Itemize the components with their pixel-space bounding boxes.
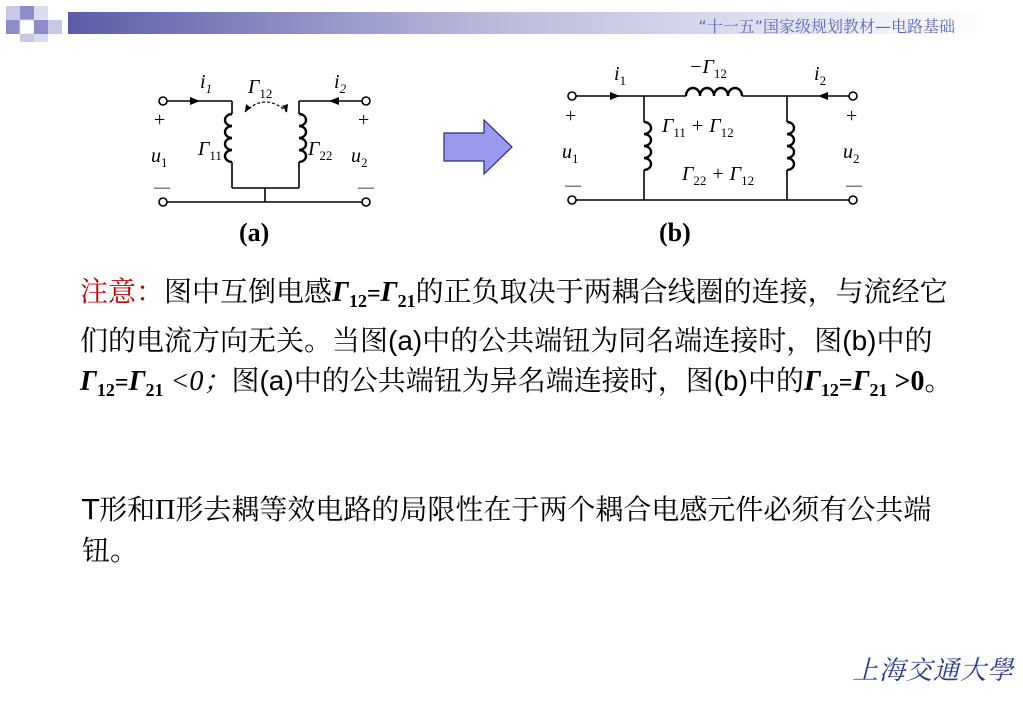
- b-left-expression: $\Gamma_{11} + \Gamma_{12}$: [662, 115, 734, 140]
- b-u2-minus: —: [846, 177, 862, 194]
- circuit-diagrams: [0, 0, 1023, 260]
- b-i2-label: $i_2$: [814, 63, 827, 88]
- b-neg-gamma12-label: $-\Gamma_{12}$: [689, 56, 727, 81]
- a-gamma12-label: $\Gamma_{12}$: [248, 76, 273, 101]
- b-u2-plus: +: [846, 105, 858, 127]
- a-u2-minus: —: [358, 179, 374, 196]
- caption-b: (b): [659, 218, 691, 247]
- circuit-a-labels: [151, 71, 375, 196]
- note-text-6: 中的公共端钮为异名端连接时，图: [293, 364, 714, 397]
- b-u1-minus: —: [565, 177, 581, 194]
- limitation-paragraph: T形和Π形去耦等效电路的局限性在于两个耦合电感元件必须有公共端钮。: [82, 493, 932, 567]
- a-i2-label: $i_2$: [334, 71, 347, 96]
- b-i1-label: $i_1$: [614, 63, 627, 88]
- b-u1-label: $u_1$: [562, 141, 579, 166]
- a-u2-plus: +: [358, 109, 370, 131]
- note-paragraph: 注意：图中互倒电感$\Gamma_{12}=\Gamma_{21}$的正负取决于两耦合线圈的连接，与流经它们的电流方向无关。当图(a)中的公共端钮为同名端连接时，图(b)中的$\Gamma_{12}=\Gamma_{21} <0$；图(a)中的公共端钮为异名端连接时，图(b)中的$\Gamma_{12}=\Gamma_{21} >0$。: [80, 275, 953, 400]
- a-gamma22-label: $\Gamma_{22}$: [308, 138, 333, 163]
- a-gamma11-label: $\Gamma_{11}$: [198, 138, 222, 163]
- a-i1-label: $i_1$: [200, 71, 213, 96]
- transform-arrow-icon: [444, 120, 512, 174]
- note-text-3: 中的公共端钮为同名端连接时，图: [422, 324, 843, 357]
- note-text-2: 的正负取决于两耦合线圈的连接，与流经它们的电流方向无关。当图: [80, 275, 948, 357]
- circuit-b: [568, 88, 857, 204]
- a-u2-label: $u_2$: [351, 145, 368, 170]
- a-u1-minus: —: [154, 179, 170, 196]
- note-label: 注意：: [80, 275, 165, 308]
- b-u1-plus: +: [565, 105, 577, 127]
- b-u2-label: $u_2$: [843, 141, 860, 166]
- circuit-a: [159, 97, 370, 206]
- university-logo: 上海交通大學: [852, 656, 1015, 686]
- circuit-b-labels: [562, 56, 863, 194]
- note-text-1: 图中互倒电感: [164, 275, 333, 308]
- b-right-expression: $\Gamma_{22} + \Gamma_{12}$: [682, 163, 755, 188]
- header-title: “十一五”国家级规划教材—电路基础: [698, 17, 955, 36]
- a-u1-plus: +: [154, 109, 166, 131]
- a-u1-label: $u_1$: [151, 145, 168, 170]
- caption-a: (a): [239, 218, 270, 247]
